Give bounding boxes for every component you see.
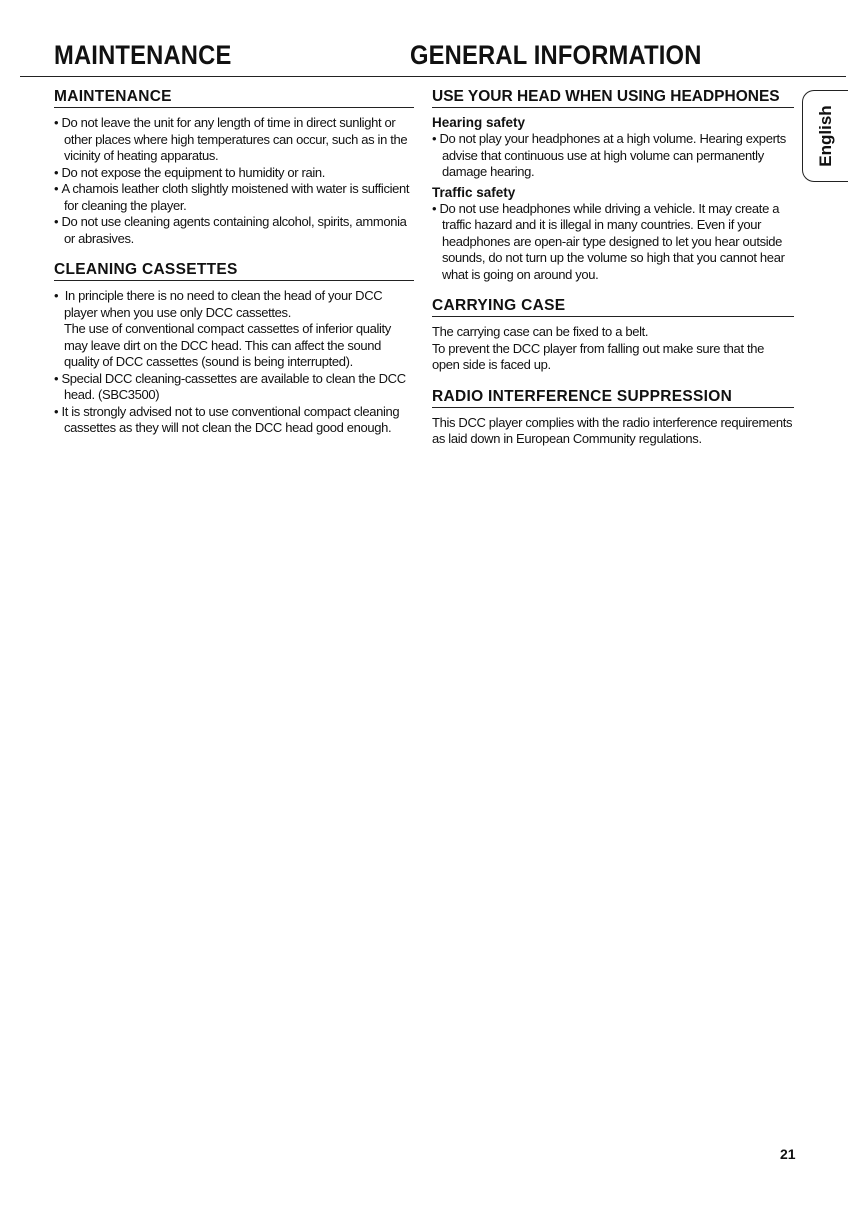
paragraph: This DCC player complies with the radio interference requirements as laid down in European Community regulations. bbox=[432, 414, 793, 446]
right-column bbox=[432, 88, 794, 460]
paragraph: To prevent the DCC player from falling out make sure that the open side is faced up. bbox=[432, 340, 764, 372]
traffic-safety-title: Traffic safety bbox=[432, 184, 516, 200]
list-item: • Do not play your headphones at a high volume. Hearing experts advise that continuous use at high volume can permanently damage hearing. bbox=[432, 131, 794, 181]
list-item: • Do not leave the unit for any length of time in direct sunlight or other places where high temperatures can occur, such as in the vicinity of heating apparatus. bbox=[54, 115, 414, 165]
maintenance-section bbox=[54, 88, 414, 247]
carrying-case-section bbox=[432, 297, 794, 374]
maintenance-heading: MAINTENANCE bbox=[54, 88, 414, 108]
cleaning-list bbox=[54, 288, 414, 437]
list-item: • A chamois leather cloth slightly moistened with water is sufficient for cleaning the player. bbox=[54, 181, 414, 214]
cleaning-cassettes-heading: CLEANING CASSETTES bbox=[54, 261, 414, 281]
hearing-safety-list bbox=[432, 131, 794, 181]
headphones-section bbox=[432, 88, 794, 283]
list-item: • Do not use cleaning agents containing alcohol, spirits, ammonia or abrasives. bbox=[54, 214, 414, 247]
radio-interference-heading: RADIO INTERFERENCE SUPPRESSION bbox=[432, 388, 794, 408]
top-divider bbox=[20, 76, 846, 77]
paragraph: The carrying case can be fixed to a belt. bbox=[432, 324, 649, 339]
cleaning-cassettes-section bbox=[54, 261, 414, 437]
hearing-safety-title: Hearing safety bbox=[432, 115, 526, 130]
traffic-safety-list bbox=[432, 201, 794, 284]
page-title-maintenance: MAINTENANCE bbox=[54, 40, 232, 70]
list-item: • Special DCC cleaning-cassettes are available to clean the DCC head. (SBC3500) bbox=[54, 371, 414, 404]
language-tab bbox=[802, 90, 848, 182]
carrying-case-heading: CARRYING CASE bbox=[432, 297, 794, 317]
headphones-heading: USE YOUR HEAD WHEN USING HEADPHONES bbox=[432, 88, 794, 108]
list-item: • Do not use headphones while driving a vehicle. It may create a traffic hazard and it is illegal in many countries. Even if your headphones are open-air type designed to let you hear outside sounds, do not turn up the volume so high that you cannot hear what is going on around you. bbox=[432, 201, 794, 284]
list-item: • Do not expose the equipment to humidity or rain. bbox=[54, 165, 414, 182]
page-title-general-information: GENERAL INFORMATION bbox=[410, 40, 702, 70]
left-column bbox=[54, 88, 414, 449]
page-number: 21 bbox=[780, 1146, 796, 1162]
radio-interference-section bbox=[432, 388, 794, 448]
list-item-text: In principle there is no need to clean the head of your DCC player when you use only DCC cassettes. bbox=[64, 288, 383, 320]
list-item-continuation: The use of conventional compact cassettes of inferior quality may leave dirt on the DCC head. This can affect the sound quality of DCC cassettes (sound is being interrupted). bbox=[64, 321, 391, 369]
list-item bbox=[54, 288, 414, 371]
list-item: • It is strongly advised not to use conventional compact cleaning cassettes as they will not clean the DCC head good enough. bbox=[54, 404, 414, 437]
language-tab-label: English bbox=[815, 105, 835, 167]
maintenance-list bbox=[54, 115, 414, 247]
